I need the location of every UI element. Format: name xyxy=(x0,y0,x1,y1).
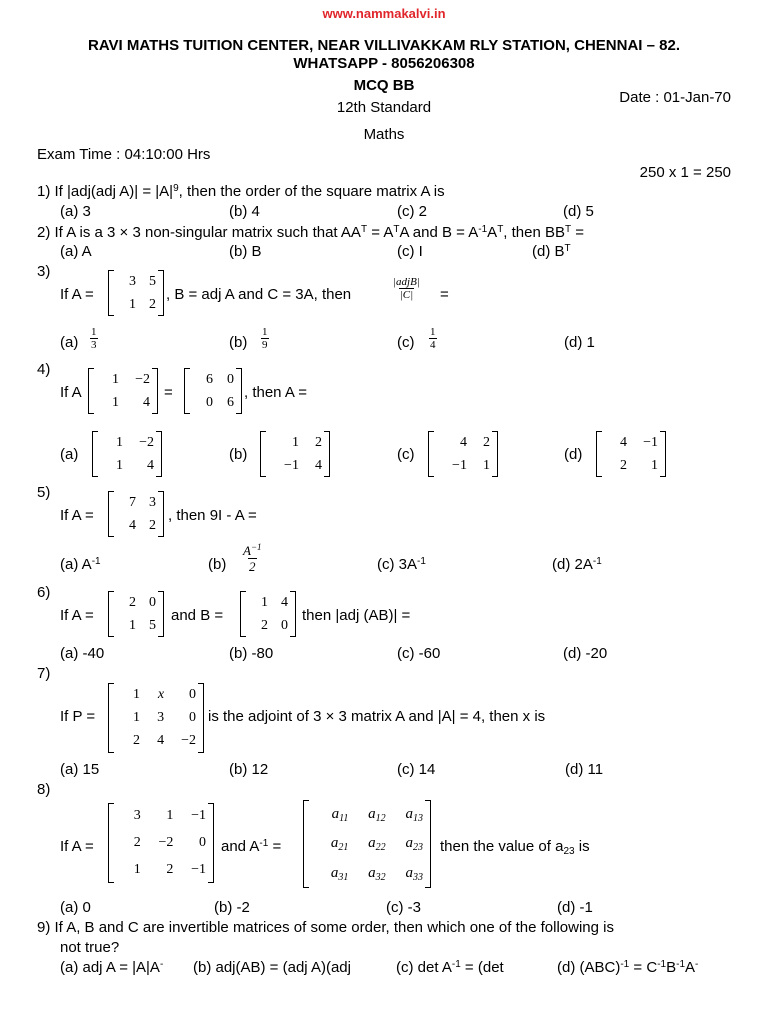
q6-option-d[interactable]: (d) -20 xyxy=(563,645,608,662)
q8-matrix-inverse: $a_{11}$ $a_{12}$ $a_{13}$ $a_{21}$ $a_{22}$ $a_{23}$ $a_{31}$ $a_{32}$ $a_{33}$ xyxy=(303,800,431,888)
q1-option-d[interactable]: (d) 5 xyxy=(563,203,594,220)
q7-option-b[interactable]: (b) 12 xyxy=(229,761,269,778)
q3-matrix-a: 3 5 1 2 xyxy=(108,270,164,316)
subject-label: Maths xyxy=(363,126,405,143)
q8-option-b[interactable]: (b) -2 xyxy=(214,899,250,916)
q8-option-c[interactable]: (c) -3 xyxy=(386,899,421,916)
q6-matrix-b: 1 4 2 0 xyxy=(240,591,296,637)
q4-option-d[interactable]: (d) xyxy=(564,446,583,463)
q3-option-d[interactable]: (d) 1 xyxy=(564,334,595,351)
q6-and-b: and B = xyxy=(171,607,224,624)
q4-option-c[interactable]: (c) xyxy=(397,446,415,463)
q4-option-b[interactable]: (b) xyxy=(229,446,248,463)
q7-option-a[interactable]: (a) 15 xyxy=(60,761,100,778)
q5-option-a[interactable]: (a) $A^{-1}$ xyxy=(60,556,101,573)
q9-option-b[interactable]: (b) adj(AB) = (adj A)(adj xyxy=(193,959,351,976)
q9-option-c[interactable]: (c) $\det A^{-1} = (\det$ xyxy=(396,959,504,976)
q4-option-a-matrix: 1 −2 1 4 xyxy=(92,431,162,477)
q5-option-c[interactable]: (c) $3A^{-1}$ xyxy=(377,556,426,573)
q7-text: is the adjoint of 3 × 3 matrix A and |A| = 4, then x is xyxy=(208,708,546,725)
paper-title: MCQ BB xyxy=(353,77,415,94)
question-9: 9) If A, B and C are invertible matrices of some order, then which one of the following is xyxy=(37,919,614,936)
q6-option-b[interactable]: (b) -80 xyxy=(229,645,274,662)
q9-option-d[interactable]: (d) $(ABC)^{-1} = C^{-1}B^{-1}A^-$ xyxy=(557,959,699,976)
institute-name: RAVI MATHS TUITION CENTER, NEAR VILLIVAKKAM RLY STATION, CHENNAI – 82. xyxy=(88,37,680,54)
q6-text: then |adj (AB)| = xyxy=(302,607,411,624)
q4-number: 4) xyxy=(37,361,51,378)
q4-option-b-matrix: 1 2 −1 4 xyxy=(260,431,330,477)
q8-if-a: If A = xyxy=(60,838,94,855)
q3-text: , B = adj A and C = 3A, then xyxy=(166,286,352,303)
q4-matrix-2: 6 0 0 6 xyxy=(184,368,242,414)
standard-label: 12th Standard xyxy=(336,99,432,116)
q5-option-b[interactable]: (b) xyxy=(208,556,227,573)
q5-text: , then 9I - A = xyxy=(168,507,257,524)
q6-if-a: If A = xyxy=(60,607,94,624)
q8-option-d[interactable]: (d) -1 xyxy=(557,899,593,916)
q7-if-p: If P = xyxy=(60,708,96,725)
exam-time: Exam Time : 04:10:00 Hrs xyxy=(37,146,211,163)
q3-if-a: If A = xyxy=(60,286,94,303)
q2-option-c[interactable]: (c) I xyxy=(397,243,423,260)
q8-number: 8) xyxy=(37,781,51,798)
q4-option-d-matrix: 4 −1 2 1 xyxy=(596,431,666,477)
q5-if-a: If A = xyxy=(60,507,94,524)
q7-number: 7) xyxy=(37,665,51,682)
q3-option-b-fraction: $\frac{1}{9}$ xyxy=(262,326,268,351)
q7-matrix-p: 1 x 0 1 3 0 2 4 −2 xyxy=(108,683,204,753)
q4-equals: = xyxy=(164,384,173,401)
question-9-line-2: not true? xyxy=(60,939,120,956)
q3-option-a[interactable]: (a) xyxy=(60,334,79,351)
q8-and-inverse: and $A^{-1}$ = xyxy=(221,838,282,855)
q3-option-c[interactable]: (c) xyxy=(397,334,415,351)
q4-matrix-1: 1 −2 1 4 xyxy=(88,368,158,414)
q6-number: 6) xyxy=(37,584,51,601)
q6-option-a[interactable]: (a) -40 xyxy=(60,645,105,662)
q4-option-a[interactable]: (a) xyxy=(60,446,79,463)
question-1: 1) If |adj(adj $A)| = |A|^9$, then the order of the square matrix A is xyxy=(37,183,445,200)
q7-option-d[interactable]: (d) 11 xyxy=(565,761,604,778)
q1-option-b[interactable]: (b) 4 xyxy=(229,203,260,220)
q6-matrix-a: 2 0 1 5 xyxy=(108,591,164,637)
q5-number: 5) xyxy=(37,484,51,501)
q3-option-a-fraction: $\frac{1}{3}$ xyxy=(91,326,97,351)
q8-option-a[interactable]: (a) 0 xyxy=(60,899,91,916)
q3-equals: = xyxy=(440,286,449,303)
whatsapp-line: WHATSAPP - 8056206308 xyxy=(293,55,475,72)
q2-option-b[interactable]: (b) B xyxy=(229,243,262,260)
q2-option-a[interactable]: (a) A xyxy=(60,243,92,260)
q9-option-a[interactable]: (a) adj A = |A|A- xyxy=(60,959,164,976)
q3-option-b[interactable]: (b) xyxy=(229,334,248,351)
q2-option-d[interactable]: (d) $B^T$ xyxy=(532,243,571,260)
exam-date: Date : 01-Jan-70 xyxy=(619,89,731,106)
q8-matrix-a: 3 1 −1 2 −2 0 1 2 −1 xyxy=(108,803,214,883)
q7-option-c[interactable]: (c) 14 xyxy=(397,761,436,778)
question-2: 2) If A is a 3 × 3 non-singular matrix such that $AA^T = A^TA$ and $B = A^{-1}A^T$, then $BB^T$ = xyxy=(37,224,585,241)
q4-option-c-matrix: 4 2 −1 1 xyxy=(428,431,498,477)
q4-text: , then A = xyxy=(244,384,307,401)
site-url[interactable]: www.nammakalvi.in xyxy=(322,6,446,21)
q3-fraction: |adjB| |C| xyxy=(393,276,420,301)
total-marks: 250 x 1 = 250 xyxy=(639,164,731,181)
q6-option-c[interactable]: (c) -60 xyxy=(397,645,441,662)
q3-option-c-fraction: $\frac{1}{4}$ xyxy=(430,326,436,351)
q8-text: then the value of $a_{23}$ is xyxy=(440,838,590,857)
q1-option-a[interactable]: (a) 3 xyxy=(60,203,91,220)
q3-number: 3) xyxy=(37,263,51,280)
q5-option-d[interactable]: (d) $2A^{-1}$ xyxy=(552,556,602,573)
q4-if-a: If A xyxy=(60,384,82,401)
q5-option-b-fraction: $\frac{A^{-1}}{2}$ xyxy=(243,542,262,574)
q1-option-c[interactable]: (c) 2 xyxy=(397,203,427,220)
q5-matrix-a: 7 3 4 2 xyxy=(108,491,164,537)
